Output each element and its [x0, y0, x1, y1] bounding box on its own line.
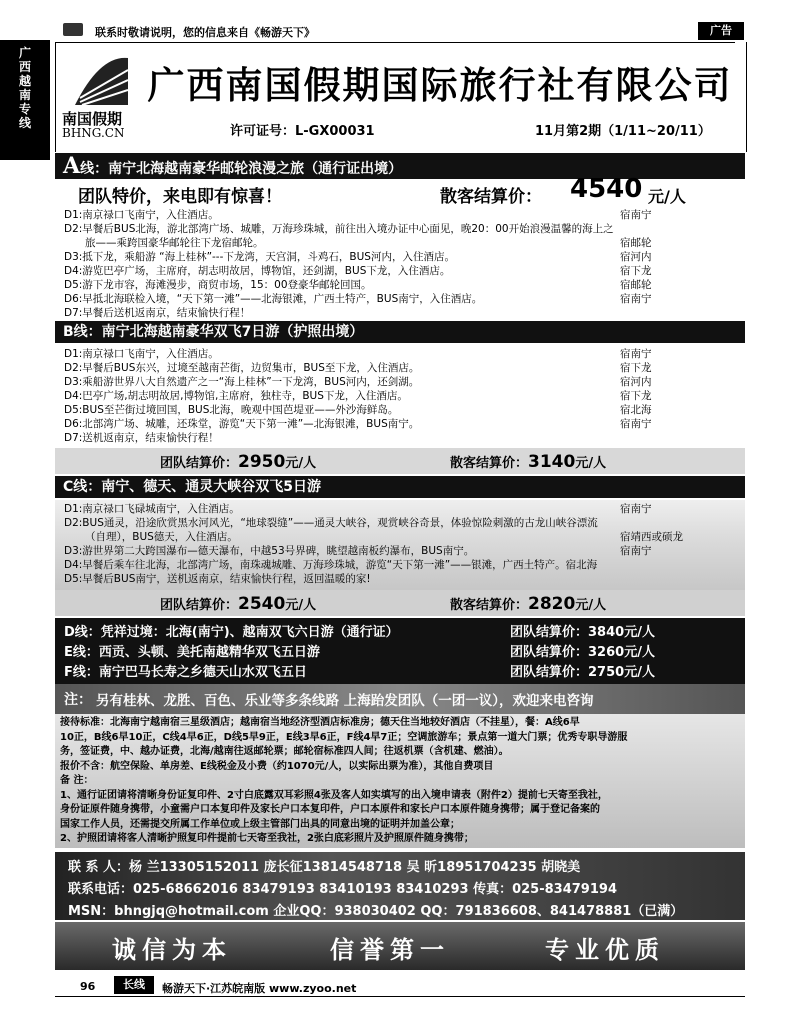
itinerary-text: D1:南京禄口飞南宁，入住酒店。	[64, 348, 219, 360]
footer-rule	[55, 996, 745, 997]
line-c-price-bar	[55, 590, 745, 616]
magazine-logo-icon	[63, 23, 83, 36]
itinerary-stay: 宿邮轮	[620, 237, 652, 249]
itinerary-day	[64, 502, 744, 516]
itinerary-day	[64, 389, 744, 403]
itinerary-text: D3:乘船游世界八大自然遗产之一“海上桂林”一下龙湾，BUS河内，还剑湖。	[64, 376, 420, 388]
line-e-price: 团队结算价：3260元/人	[510, 645, 655, 660]
terms-line: 10正，B线6早10正，C线4早6正，D线5早9正，E线3早6正，F线4早7正；空调旅游车；景点第一道大门票；优秀专职导游服	[60, 731, 628, 743]
brand-name: 南国假期	[62, 110, 123, 128]
line-a-title-bar: A线：南宁北海越南豪华邮轮浪漫之旅（通行证出境）	[55, 153, 745, 179]
itinerary-text: D3:抵下龙，乘船游 “海上桂林”---下龙湾，天宫洞，斗鸡石，BUS河内，入住酒店。	[64, 251, 455, 263]
itinerary-text: D7:早餐后送机返南京，结束愉快行程！	[64, 307, 251, 319]
line-b-single-price: 散客结算价：3140元/人	[450, 452, 607, 472]
line-a-promo: 团队特价，来电即有惊喜！	[78, 187, 282, 207]
sail-logo-icon	[70, 50, 130, 110]
note-label: 注：	[64, 692, 92, 708]
license-number: 许可证号：L-GX00031	[230, 124, 375, 139]
section-tag: 长线	[114, 976, 154, 994]
itinerary-text: D5:BUS至芒街过境回国，BUS北海，晚观中国芭堤亚——外沙海鲜岛。	[64, 404, 399, 416]
itinerary-day	[64, 361, 744, 375]
itinerary-day	[64, 431, 744, 445]
top-info-bar	[55, 20, 735, 43]
itinerary-text: D1:南京禄口飞南宁，入住酒店。	[64, 209, 219, 221]
contact-phone: 联系电话：025-68662016 83479193 83410193 83410293 传真：025-83479194	[68, 882, 617, 897]
itinerary-day	[64, 250, 744, 264]
line-c-itinerary	[64, 502, 744, 586]
itinerary-text: （自理），BUS德天，入住酒店。	[64, 531, 238, 543]
itinerary-day	[64, 222, 744, 236]
itinerary-text: D4:游览巴亭广场，主席府，胡志明故居，博物馆，还剑湖，BUS下龙，入住酒店。	[64, 265, 451, 277]
itinerary-text: D4:早餐后乘车往北海，北部湾广场，南珠魂城雕、万海珍珠城，游览“天下第一滩”——银滩，广西土特产。宿北海	[64, 559, 598, 571]
line-f-price: 团队结算价：2750元/人	[510, 665, 655, 680]
itinerary-stay: 宿南宁	[620, 418, 652, 430]
terms-line: 报价不含：航空保险、单房差、E线税金及小费（约1070元/人，以实际出票为准），其他自费项目	[60, 760, 494, 772]
issue-date: 11月第2期（1/11~20/11）	[535, 124, 711, 139]
line-b-title-bar: B线：南宁北海越南豪华双飞7日游（护照出境）	[55, 321, 745, 343]
line-f-title: F线：南宁巴马长寿之乡德天山水双飞五日	[64, 665, 307, 680]
itinerary-day	[64, 236, 744, 250]
line-a-itinerary	[64, 208, 744, 320]
itinerary-day	[64, 347, 744, 361]
line-d-price: 团队结算价：3840元/人	[510, 625, 655, 640]
line-a-price-label: 散客结算价：	[440, 187, 542, 207]
source-note: 联系时敬请说明，您的信息来自《畅游天下》	[95, 26, 315, 39]
contact-msn: MSN：bhngjq@hotmail.com 企业QQ：938030402 QQ：791836608、841478881（已满）	[68, 904, 684, 919]
itinerary-text: D7:送机返南京，结束愉快行程！	[64, 432, 219, 444]
line-b-price-bar	[55, 448, 745, 474]
itinerary-day	[64, 375, 744, 389]
itinerary-stay: 宿下龙	[620, 265, 652, 277]
itinerary-stay: 宿下龙	[620, 390, 652, 402]
itinerary-day	[64, 516, 744, 530]
publication: 畅游天下·江苏皖南版 www.zyoo.net	[162, 982, 357, 995]
itinerary-text: D6:早抵北海联检入境，“天下第一滩”——北海银滩，广西土特产，BUS南宁，入住酒店。	[64, 293, 483, 305]
terms-line: 务，签证费，中、越办证费，北海/越南往返邮轮票；邮轮宿标准四人间；往返机票（含机建、燃油）。	[60, 746, 509, 757]
itinerary-day	[64, 208, 744, 222]
terms-line: 身份证原件随身携带，小童需户口本复印件及家长户口本复印件，户口本原件和家长户口本原件随身携带；属于登记备案的	[60, 804, 600, 815]
itinerary-text: D6:北部湾广场、城雕，还珠堂，游览“天下第一滩”—北海银滩，BUS南宁。	[64, 418, 420, 430]
terms-line: 国家工作人员，还需提交所属工作单位或上级主管部门出具的同意出境的证明并加盖公章；	[60, 818, 460, 830]
line-b-itinerary	[64, 347, 744, 445]
slogan-3: 专业优质	[545, 936, 665, 964]
itinerary-stay: 宿南宁	[620, 348, 652, 360]
itinerary-text: D5:早餐后BUS南宁，送机返南京，结束愉快行程，返回温暖的家!	[64, 573, 371, 585]
itinerary-day	[64, 278, 744, 292]
terms-line: 接待标准：北海南宁越南宿三星级酒店；越南宿当地经济型酒店标准房；德天住当地较好酒店（不挂星），餐：A线6早	[60, 717, 580, 728]
line-b-team-price: 团队结算价：2950元/人	[160, 452, 317, 472]
line-a-price-unit: 元/人	[648, 187, 686, 206]
itinerary-stay: 宿南宁	[620, 503, 652, 515]
note-text: 另有桂林、龙胜、百色、乐业等多条线路 上海跆发团队（一团一议），欢迎来电咨询	[96, 693, 594, 709]
itinerary-day	[64, 264, 744, 278]
line-c-team-price: 团队结算价：2540元/人	[160, 594, 317, 614]
itinerary-day	[64, 403, 744, 417]
itinerary-stay: 宿南宁	[620, 293, 652, 305]
side-tab: 广 西 越 南 专 线	[0, 40, 50, 160]
terms-line: 1、通行证团请将清晰身份证复印件、2寸白底露双耳彩照4张及客人如实填写的出入境申请表（附件2）提前七天寄至我社，	[60, 789, 608, 801]
brand-domain: BHNG.CN	[62, 126, 125, 140]
line-e-title: E线：西贡、头顿、美托南越精华双飞五日游	[64, 645, 320, 660]
ad-tag: 广告	[698, 22, 744, 40]
itinerary-text: D1:南京禄口飞碌城南宁，入住酒店。	[64, 503, 240, 515]
itinerary-stay: 宿邮轮	[620, 279, 652, 291]
itinerary-day	[64, 558, 744, 572]
page-number: 96	[80, 980, 96, 993]
itinerary-text: D2:BUS通灵，沿途欣赏黑水河风光，“地球裂缝”——通灵大峡谷，观赏峡谷奇景，体验惊险刺激的古龙山峡谷漂流	[64, 517, 598, 529]
itinerary-day	[64, 306, 744, 320]
itinerary-stay: 宿河内	[620, 376, 652, 388]
itinerary-day	[64, 417, 744, 431]
slogan-2: 信誉第一	[330, 936, 450, 964]
slogan-1: 诚信为本	[112, 936, 232, 964]
itinerary-day	[64, 544, 744, 558]
itinerary-day	[64, 572, 744, 586]
itinerary-stay: 宿北海	[620, 404, 652, 416]
itinerary-text: 旅——乘跨国豪华邮轮往下龙宿邮轮。	[64, 237, 264, 249]
itinerary-stay: 宿南宁	[620, 209, 652, 221]
contact-people: 联 系 人：杨 兰13305152011 庞长征13814548718 吴 昕18951704235 胡晓美	[68, 860, 581, 875]
terms-text	[60, 716, 742, 847]
itinerary-text: D5:游下龙市容，海滩漫步，商贸市场，15：00登豪华邮轮回国。	[64, 279, 372, 291]
itinerary-text: D2:早餐后BUS北海，游北部湾广场、城雕，万海珍珠城，前往出入境办证中心面见，晚20：00开始浪漫温馨的海上之	[64, 223, 614, 235]
itinerary-stay: 宿靖西或硕龙	[620, 531, 683, 543]
itinerary-text: D2:早餐后BUS东兴，过境至越南芒街，边贸集市，BUS至下龙，入住酒店。	[64, 362, 420, 374]
line-d-title: D线：凭祥过境：北海(南宁)、越南双飞六日游（通行证）	[64, 625, 399, 640]
itinerary-text: D4:巴亭广场,胡志明故居,博物馆,主席府，独柱寺，BUS下龙，入住酒店。	[64, 390, 408, 402]
line-c-single-price: 散客结算价：2820元/人	[450, 594, 607, 614]
terms-line: 备 注：	[60, 775, 94, 786]
itinerary-stay: 宿南宁	[620, 545, 652, 557]
terms-line: 2、护照团请将客人清晰护照复印件提前七天寄至我社，2张白底彩照片及护照原件随身携带；	[60, 833, 474, 844]
line-a-price: 4540	[570, 174, 643, 204]
itinerary-day	[64, 530, 744, 544]
itinerary-text: D3:游世界第二大跨国瀑布—德天瀑布，中越53号界碑，眺望越南板约瀑布，BUS南宁。	[64, 545, 475, 557]
itinerary-stay: 宿下龙	[620, 362, 652, 374]
itinerary-day	[64, 292, 744, 306]
company-name: 广西南国假期国际旅行社有限公司	[147, 63, 733, 107]
line-c-title-bar: C线：南宁、德天、通灵大峡谷双飞5日游	[55, 476, 745, 498]
itinerary-stay: 宿河内	[620, 251, 652, 263]
